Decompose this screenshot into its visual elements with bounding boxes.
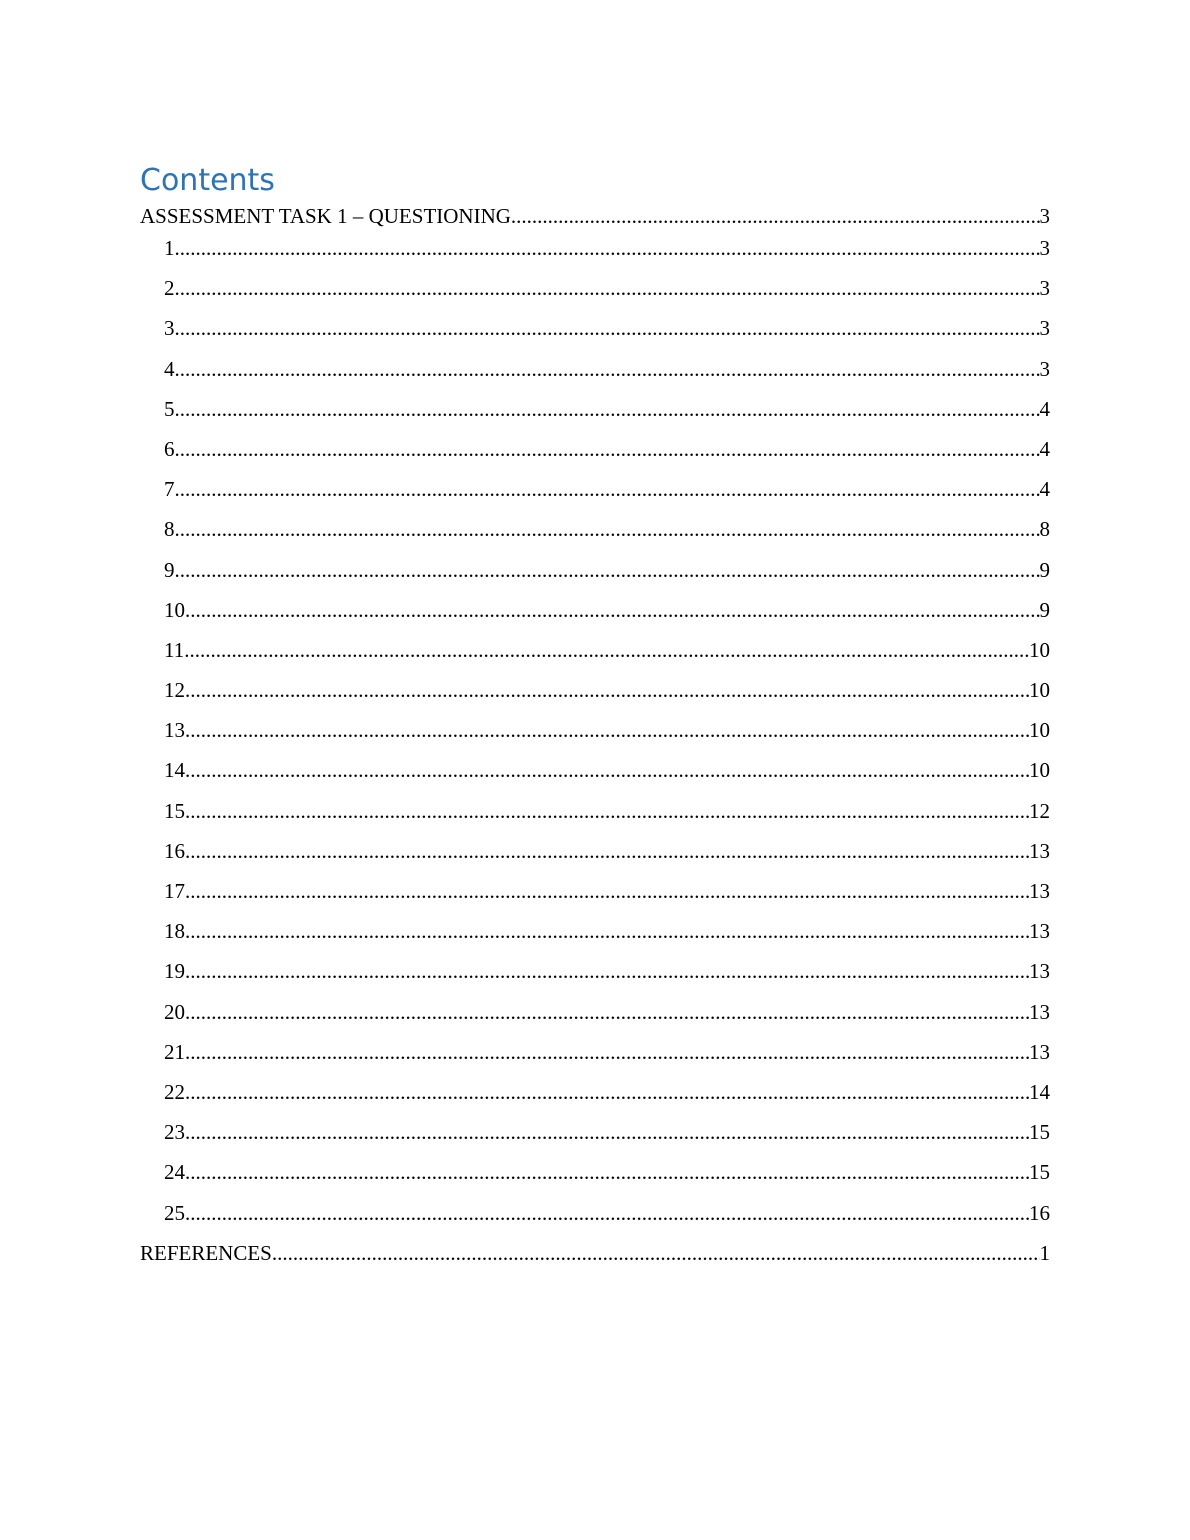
toc-entry[interactable] [140,758,1050,798]
toc-entry-label: 24 [164,1160,185,1185]
toc-entry-page-number: 9 [1039,597,1050,622]
toc-entry-label: ASSESSMENT TASK 1 – QUESTIONING [140,204,511,228]
toc-entry[interactable] [140,477,1050,517]
toc-entry[interactable] [140,879,1050,919]
toc-entry[interactable] [140,357,1050,397]
toc-entry[interactable] [140,799,1050,839]
toc-entry[interactable] [140,1201,1050,1241]
toc-entry-page-number: 15 [1029,1160,1050,1185]
toc-dot-leader [185,678,1029,703]
toc-entry[interactable] [140,1080,1050,1120]
toc-entry[interactable] [140,196,1050,236]
toc-entry[interactable] [140,1000,1050,1040]
toc-dot-leader [175,437,1040,462]
toc-dot-leader [185,718,1029,743]
toc-dot-leader [185,758,1029,783]
toc-entry-label: 6 [164,436,175,461]
toc-entry-page-number: 10 [1029,718,1050,743]
toc-entry-page-number: 13 [1029,959,1050,984]
toc-entry[interactable] [140,678,1050,718]
toc-dot-leader [185,1160,1029,1185]
toc-dot-leader [175,558,1040,583]
toc-dot-leader [185,839,1029,864]
toc-entry-label: 15 [164,798,185,823]
toc-entry-label: 1 [164,236,175,260]
toc-entry-label: 20 [164,999,185,1024]
toc-dot-leader [184,638,1029,663]
toc-entry[interactable] [140,397,1050,437]
toc-dot-leader [175,236,1040,261]
toc-entry-page-number: 3 [1039,356,1050,381]
toc-entry-page-number: 10 [1029,637,1050,662]
toc-entry-page-number: 12 [1029,798,1050,823]
toc-entry[interactable] [140,638,1050,678]
toc-entry-page-number: 3 [1039,236,1050,260]
toc-entry-page-number: 4 [1039,436,1050,461]
toc-entry[interactable] [140,598,1050,638]
toc-entry-page-number: 4 [1039,477,1050,502]
toc-entry-page-number: 3 [1039,204,1050,228]
toc-list [140,196,1050,1281]
toc-entry[interactable] [140,839,1050,879]
toc-dot-leader [511,196,1040,236]
toc-entry[interactable] [140,1160,1050,1200]
toc-entry-label: 21 [164,1039,185,1064]
toc-entry-page-number: 13 [1029,999,1050,1024]
toc-entry-label: 23 [164,1120,185,1145]
toc-entry-page-number: 3 [1039,316,1050,341]
toc-entry-label: 19 [164,959,185,984]
toc-entry[interactable] [140,517,1050,557]
toc-entry[interactable] [140,1120,1050,1160]
toc-entry[interactable] [140,1241,1050,1281]
toc-entry-page-number: 8 [1039,517,1050,542]
toc-dot-leader [185,1000,1029,1025]
toc-entry[interactable] [140,276,1050,316]
toc-entry-label: 14 [164,758,185,783]
toc-dot-leader [175,357,1040,382]
toc-entry-label: 10 [164,597,185,622]
toc-entry[interactable] [140,316,1050,356]
toc-entry[interactable] [140,718,1050,758]
table-of-contents [140,162,1050,1281]
toc-entry[interactable] [140,1040,1050,1080]
toc-dot-leader [175,517,1040,542]
toc-entry-label: 18 [164,919,185,944]
toc-entry-page-number: 1 [1039,1240,1050,1265]
toc-entry[interactable] [140,919,1050,959]
toc-entry-page-number: 13 [1029,1039,1050,1064]
toc-entry-label: 25 [164,1200,185,1225]
toc-entry-page-number: 13 [1029,919,1050,944]
toc-heading: Contents [140,163,275,198]
toc-dot-leader [185,1080,1029,1105]
toc-entry-label: REFERENCES [140,1240,272,1265]
toc-entry-label: 22 [164,1079,185,1104]
toc-entry-page-number: 14 [1029,1079,1050,1104]
toc-entry-page-number: 16 [1029,1200,1050,1225]
toc-entry[interactable] [140,558,1050,598]
toc-entry-page-number: 13 [1029,838,1050,863]
toc-dot-leader [272,1241,1040,1266]
toc-dot-leader [185,799,1029,824]
toc-dot-leader [185,1040,1029,1065]
toc-dot-leader [175,276,1040,301]
toc-entry-label: 11 [164,637,185,662]
toc-entry-page-number: 3 [1039,276,1050,301]
toc-entry[interactable] [140,437,1050,477]
toc-dot-leader [175,397,1040,422]
toc-entry-label: 4 [164,356,175,381]
toc-entry-label: 13 [164,718,185,743]
toc-entry-page-number: 10 [1029,678,1050,703]
toc-entry-label: 9 [164,557,175,582]
toc-dot-leader [185,1120,1029,1145]
toc-dot-leader [175,477,1040,502]
toc-entry-label: 3 [164,316,175,341]
toc-dot-leader [185,598,1040,623]
toc-entry-page-number: 15 [1029,1120,1050,1145]
toc-entry-label: 16 [164,838,185,863]
toc-entry-label: 5 [164,396,175,421]
toc-entry-label: 17 [164,879,185,903]
toc-dot-leader [185,879,1029,904]
toc-entry[interactable] [140,959,1050,999]
toc-entry-label: 12 [164,678,185,703]
toc-dot-leader [185,959,1029,984]
toc-entry-label: 7 [164,477,175,502]
toc-entry-page-number: 10 [1029,758,1050,783]
toc-dot-leader [185,919,1029,944]
toc-entry-label: 8 [164,517,175,542]
toc-dot-leader [175,316,1040,341]
toc-dot-leader [185,1201,1029,1226]
toc-entry-label: 2 [164,276,175,301]
toc-entry[interactable] [140,236,1050,276]
toc-entry-page-number: 4 [1039,396,1050,421]
toc-entry-page-number: 9 [1039,557,1050,582]
toc-entry-page-number: 13 [1029,879,1050,903]
